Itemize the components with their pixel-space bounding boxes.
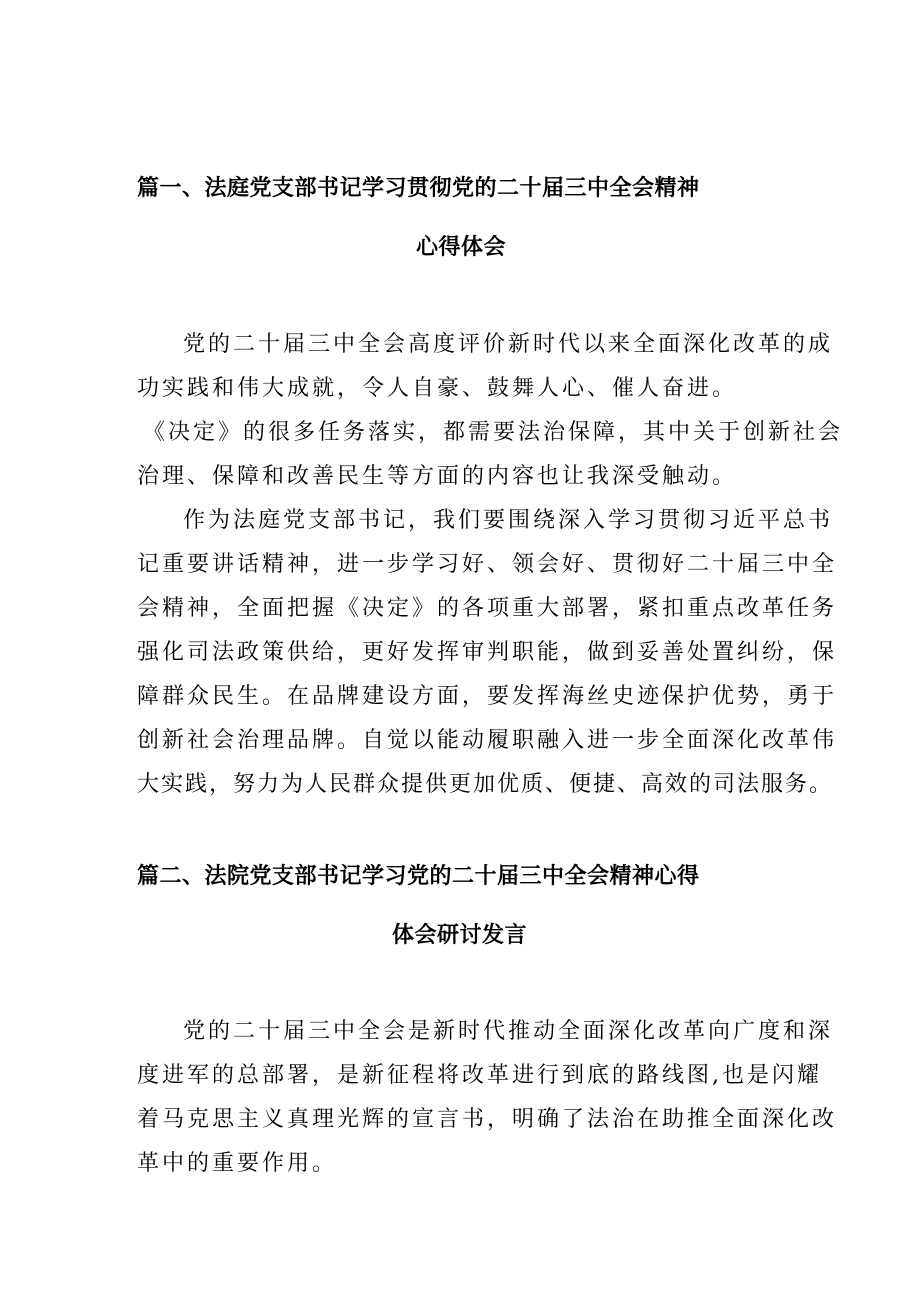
section-2-paragraph-line: 党的二十届三中全会是新时代推动全面深化改革向广度和深 <box>183 1019 834 1044</box>
section-1-paragraph-line: 作为法庭党支部书记，我们要围绕深入学习贯彻习近平总书 <box>183 508 834 533</box>
section-1-paragraph-line: 记重要讲话精神，进一步学习好、领会好、贯彻好二十届三中全 <box>137 552 838 577</box>
section-1-paragraph-line: 会精神，全面把握《决定》的各项重大部署，紧扣重点改革任务 <box>137 596 838 621</box>
section-2-title-line-1: 篇二、法院党支部书记学习党的二十届三中全会精神心得 <box>137 864 700 889</box>
section-2-paragraph-line: 革中的重要作用。 <box>137 1151 338 1176</box>
section-1-title-line-1: 篇一、法庭党支部书记学习贯彻党的二十届三中全会精神 <box>137 176 700 201</box>
section-1-paragraph-line: 强化司法政策供给，更好发挥审判职能，做到妥善处置纠纷，保 <box>137 640 838 665</box>
section-2-paragraph-line: 着马克思主义真理光辉的宣言书，明确了法治在助推全面深化改 <box>137 1107 838 1132</box>
section-2-paragraph-line: 度进军的总部署，是新征程将改革进行到底的路线图,也是闪耀 <box>137 1063 822 1088</box>
section-1-paragraph-line: 障群众民生。在品牌建设方面，要发挥海丝史迹保护优势，勇于 <box>137 684 838 709</box>
section-1-paragraph-line: 《决定》的很多任务落实，都需要法治保障，其中关于创新社会 <box>143 420 844 445</box>
section-1-paragraph-line: 功实践和伟大成就，令人自豪、鼓舞人心、催人奋进。 <box>137 376 738 401</box>
section-1-paragraph-line: 治理、保障和改善民生等方面的内容也让我深受触动。 <box>137 464 738 489</box>
section-1-paragraph-line: 党的二十届三中全会高度评价新时代以来全面深化改革的成 <box>183 332 834 357</box>
section-1-paragraph-line: 创新社会治理品牌。自觉以能动履职融入进一步全面深化改革伟 <box>137 728 838 753</box>
section-1-paragraph-line: 大实践，努力为人民群众提供更加优质、便捷、高效的司法服务。 <box>137 772 834 797</box>
section-2-title-line-2: 体会研讨发言 <box>392 923 528 948</box>
section-1-title-line-2: 心得体会 <box>416 235 507 260</box>
